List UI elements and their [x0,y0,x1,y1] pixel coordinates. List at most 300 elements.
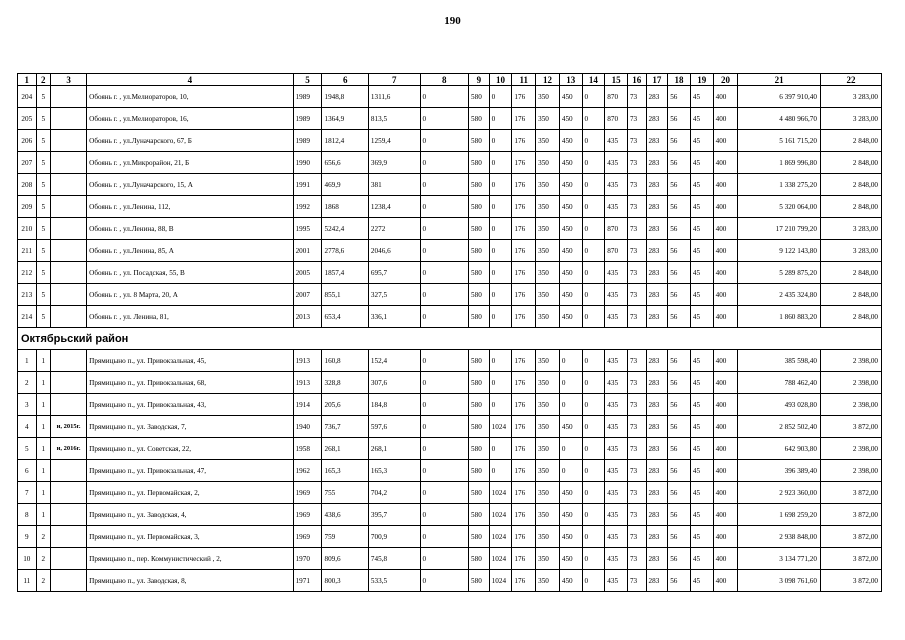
table-cell: 283 [646,108,668,130]
table-cell: 1259,4 [368,130,420,152]
table-cell: 1 338 275,20 [738,174,821,196]
table-cell: 5 [36,174,50,196]
table-cell: 1311,6 [368,86,420,108]
table-cell: 73 [627,372,646,394]
table-cell: 45 [690,218,713,240]
table-cell: 0 [420,504,469,526]
table-cell [51,196,87,218]
table-cell: 5 [36,130,50,152]
table-cell: 0 [582,416,605,438]
table-cell: 0 [582,174,605,196]
table-cell: Прямицыно п., ул. Первомайская, 2, [87,482,293,504]
table-cell: 400 [713,526,738,548]
table-cell: 1913 [293,372,322,394]
table-cell: 385 598,40 [738,350,821,372]
table-cell: 580 [469,86,490,108]
table-cell: 3 872,00 [820,482,881,504]
table-body [18,86,882,592]
column-header: 11 [512,74,536,86]
table-cell: 283 [646,526,668,548]
table-cell: 580 [469,240,490,262]
table-cell: 73 [627,460,646,482]
table-cell: 283 [646,482,668,504]
table-cell: 369,9 [368,152,420,174]
table-cell: 0 [420,416,469,438]
table-cell: 56 [668,174,691,196]
table-cell: 56 [668,548,691,570]
table-cell: 0 [489,284,512,306]
table-cell: 3 872,00 [820,416,881,438]
table-cell: Прямицыно п., ул. Советская, 22, [87,438,293,460]
table-cell: 209 [18,196,37,218]
table-cell: 350 [536,284,560,306]
table-row [18,218,882,240]
table-cell: 45 [690,416,713,438]
table-cell: 3 283,00 [820,108,881,130]
table-cell: 45 [690,438,713,460]
table-cell: 400 [713,108,738,130]
table-cell: 45 [690,526,713,548]
table-cell: 73 [627,504,646,526]
table-cell: 283 [646,460,668,482]
table-cell: 73 [627,438,646,460]
table-cell: 0 [489,262,512,284]
table-cell: 0 [420,526,469,548]
table-cell: 580 [469,350,490,372]
table-cell [51,218,87,240]
table-cell: 450 [559,416,582,438]
table-cell: 45 [690,262,713,284]
table-cell: Обоянь г. , ул.Мелиораторов, 16, [87,108,293,130]
table-cell: 400 [713,306,738,328]
table-cell: 1971 [293,570,322,592]
table-cell: 1 869 996,80 [738,152,821,174]
table-cell: 580 [469,438,490,460]
table-cell: 580 [469,482,490,504]
table-cell: 0 [489,438,512,460]
table-cell: 2 [36,570,50,592]
table-cell: 450 [559,86,582,108]
table-cell: 0 [420,438,469,460]
table-cell: 350 [536,570,560,592]
table-cell: 400 [713,394,738,416]
table-cell: 3 283,00 [820,240,881,262]
table-cell: 176 [512,526,536,548]
table-cell: 2 [36,526,50,548]
table-cell: 283 [646,174,668,196]
table-cell: 653,4 [322,306,368,328]
table-cell: 1 [36,350,50,372]
table-cell: 5 [36,108,50,130]
table-cell: 45 [690,482,713,504]
column-header: 3 [51,74,87,86]
table-cell: 2013 [293,306,322,328]
table-cell [51,262,87,284]
table-cell: 435 [605,306,628,328]
table-cell: 268,1 [322,438,368,460]
table-cell: 45 [690,372,713,394]
table-cell: 5 [36,240,50,262]
table-cell: 1991 [293,174,322,196]
table-cell: 1024 [489,504,512,526]
table-cell: 283 [646,306,668,328]
table-cell: 2 398,00 [820,438,881,460]
table-cell: 2 848,00 [820,130,881,152]
table-cell: Прямицыно п., ул. Привокзальная, 43, [87,394,293,416]
table-cell: 176 [512,570,536,592]
table-cell: 9 122 143,80 [738,240,821,262]
table-cell: 283 [646,284,668,306]
table-cell: 435 [605,262,628,284]
table-cell: 435 [605,130,628,152]
table-cell: 0 [559,372,582,394]
table-cell: 580 [469,460,490,482]
column-header: 1 [18,74,37,86]
table-cell: 176 [512,240,536,262]
table-cell: 580 [469,130,490,152]
table-cell: 350 [536,152,560,174]
table-cell: 45 [690,460,713,482]
table-cell: 395,7 [368,504,420,526]
table-row [18,504,882,526]
column-header: 6 [322,74,368,86]
table-cell: 73 [627,394,646,416]
table-cell: 350 [536,526,560,548]
table-cell: 205 [18,108,37,130]
table-cell: 0 [582,482,605,504]
table-cell: 73 [627,218,646,240]
page-number: 190 [444,15,461,27]
table-cell: 212 [18,262,37,284]
table-cell: 469,9 [322,174,368,196]
table-cell: 176 [512,284,536,306]
table-cell: 0 [582,218,605,240]
table-cell: 56 [668,350,691,372]
table-cell: 580 [469,372,490,394]
table-cell: 184,8 [368,394,420,416]
table-cell: 56 [668,372,691,394]
table-row [18,196,882,218]
table-cell: 0 [582,504,605,526]
table-cell: 870 [605,240,628,262]
table-cell: и, 2016г. [51,438,87,460]
table-cell: 3 [18,394,37,416]
table-cell: 176 [512,394,536,416]
table-cell: 0 [582,570,605,592]
column-header: 5 [293,74,322,86]
table-cell: 1992 [293,196,322,218]
table-cell: 0 [420,350,469,372]
table-cell: 400 [713,86,738,108]
table-cell: 350 [536,240,560,262]
table-cell: 73 [627,306,646,328]
table-cell: 800,3 [322,570,368,592]
table-cell: 0 [489,196,512,218]
table-cell: 176 [512,482,536,504]
table-cell: 2005 [293,262,322,284]
table-row [18,460,882,482]
table-cell: 2 [36,548,50,570]
table-cell: 400 [713,152,738,174]
table-cell: 56 [668,504,691,526]
table-cell: 1 [36,372,50,394]
table-cell: 283 [646,570,668,592]
table-cell: Обоянь г. , ул. Ленина, 81, [87,306,293,328]
section-title: Октябрьский район [18,328,882,350]
table-cell: 45 [690,548,713,570]
table-cell: Прямицыно п., ул. Заводская, 8, [87,570,293,592]
table-cell: 1958 [293,438,322,460]
table-cell: 176 [512,196,536,218]
table-cell: 176 [512,504,536,526]
table-cell: 176 [512,262,536,284]
table-cell: 56 [668,130,691,152]
table-cell: Прямицыно п., ул. Заводская, 4, [87,504,293,526]
table-cell: 580 [469,262,490,284]
table-cell: 206 [18,130,37,152]
table-cell: 3 283,00 [820,86,881,108]
table-cell: 0 [420,284,469,306]
table-cell: 73 [627,526,646,548]
table-cell: 176 [512,218,536,240]
table-cell: 0 [559,350,582,372]
table-cell: 56 [668,284,691,306]
table-cell: 400 [713,262,738,284]
table-row [18,570,882,592]
table-cell: 1969 [293,504,322,526]
table-cell: 450 [559,108,582,130]
table-cell: 580 [469,108,490,130]
table-cell: Прямицыно п., ул. Привокзальная, 45, [87,350,293,372]
table-cell: 435 [605,548,628,570]
table-cell: 400 [713,438,738,460]
table-cell: 0 [420,372,469,394]
table-cell: 350 [536,394,560,416]
table-cell: 5 [36,152,50,174]
column-header: 17 [646,74,668,86]
table-cell: 400 [713,350,738,372]
table-cell: 2 398,00 [820,394,881,416]
table-cell: 5 [36,306,50,328]
table-cell: 0 [582,306,605,328]
table-cell: 1 [36,416,50,438]
table-cell: 450 [559,284,582,306]
table-cell: 0 [489,218,512,240]
table-cell [51,108,87,130]
table-cell: 2778,6 [322,240,368,262]
table-cell: 813,5 [368,108,420,130]
table-cell: 580 [469,416,490,438]
table-cell: 9 [18,526,37,548]
table-cell [51,504,87,526]
table-cell: 1 [18,350,37,372]
table-cell: 580 [469,526,490,548]
table-cell: 1989 [293,86,322,108]
table-cell [51,526,87,548]
table-cell: 56 [668,152,691,174]
table-cell: 736,7 [322,416,368,438]
table-cell: 45 [690,240,713,262]
column-header: 22 [820,74,881,86]
table-cell: 435 [605,570,628,592]
table-cell: 450 [559,482,582,504]
table-cell: 4 480 966,70 [738,108,821,130]
table-cell: 400 [713,240,738,262]
table-cell: 45 [690,570,713,592]
table-cell: 1024 [489,570,512,592]
table-cell: 283 [646,130,668,152]
table-cell: 0 [420,108,469,130]
table-cell: 2007 [293,284,322,306]
table-cell: 0 [582,350,605,372]
table-cell: 0 [559,438,582,460]
table-cell: 2 923 360,00 [738,482,821,504]
table-cell: 1 [36,482,50,504]
table-cell: 450 [559,570,582,592]
table-cell: 755 [322,482,368,504]
column-header: 15 [605,74,628,86]
table-cell: 283 [646,196,668,218]
table-cell: 870 [605,108,628,130]
table-cell: 0 [582,284,605,306]
table-cell: 350 [536,482,560,504]
table-cell: 580 [469,196,490,218]
table-cell: 7 [18,482,37,504]
table-cell: 283 [646,438,668,460]
table-cell: 0 [489,130,512,152]
table-row [18,108,882,130]
table-row [18,152,882,174]
table-cell [51,570,87,592]
table-cell: 6 397 910,40 [738,86,821,108]
table-cell: 0 [489,306,512,328]
table-cell: 435 [605,372,628,394]
table-cell: 350 [536,372,560,394]
column-header: 19 [690,74,713,86]
table-cell: 1989 [293,108,322,130]
table-cell: 350 [536,86,560,108]
table-row [18,240,882,262]
table-cell: 2 [18,372,37,394]
table-cell: 5 289 875,20 [738,262,821,284]
table-row [18,174,882,196]
table-cell: 0 [582,108,605,130]
table-cell: 73 [627,570,646,592]
table-cell: 597,6 [368,416,420,438]
table-cell: 0 [489,460,512,482]
table-cell: 1 [36,504,50,526]
table-cell: 3 283,00 [820,218,881,240]
table-cell [51,350,87,372]
table-row [18,416,882,438]
table-cell: 307,6 [368,372,420,394]
table-cell [51,130,87,152]
table-cell: 73 [627,482,646,504]
table-cell: Обоянь г. , ул.Луначарского, 15, А [87,174,293,196]
table-row [18,130,882,152]
table-cell: 283 [646,152,668,174]
table-cell: 73 [627,284,646,306]
table-cell [51,306,87,328]
table-cell: 56 [668,394,691,416]
table-cell: 1948,8 [322,86,368,108]
table-cell: 350 [536,174,560,196]
table-cell: 450 [559,240,582,262]
table-cell: 450 [559,174,582,196]
table-cell: 1238,4 [368,196,420,218]
table-cell: 350 [536,306,560,328]
table-cell: 165,3 [322,460,368,482]
table-cell: 1970 [293,548,322,570]
table-cell: 642 903,80 [738,438,821,460]
table-cell: 580 [469,548,490,570]
column-header: 18 [668,74,691,86]
table-cell: 1 698 259,20 [738,504,821,526]
table-cell: 152,4 [368,350,420,372]
table-cell: Обоянь г. , ул.Ленина, 112, [87,196,293,218]
table-cell [51,482,87,504]
table-cell: 3 872,00 [820,504,881,526]
column-header: 7 [368,74,420,86]
table-cell: 788 462,40 [738,372,821,394]
table-cell: 56 [668,196,691,218]
table-cell: 1962 [293,460,322,482]
table-row [18,526,882,548]
table-cell: 214 [18,306,37,328]
column-header: 8 [420,74,469,86]
table-cell: 0 [420,306,469,328]
table-cell: 350 [536,130,560,152]
table-row [18,548,882,570]
table-cell: 73 [627,86,646,108]
table-cell: 580 [469,306,490,328]
table-cell [51,394,87,416]
table-cell: 400 [713,372,738,394]
table-cell: 2 848,00 [820,196,881,218]
table-row [18,482,882,504]
table-cell: 283 [646,86,668,108]
table-cell: 1024 [489,548,512,570]
table-cell: 176 [512,152,536,174]
table-cell: 350 [536,218,560,240]
table-cell: 0 [420,570,469,592]
table-cell: 656,6 [322,152,368,174]
table-cell: 870 [605,86,628,108]
column-header: 10 [489,74,512,86]
table-cell: 0 [582,130,605,152]
table-cell: 396 389,40 [738,460,821,482]
table-cell: 580 [469,284,490,306]
table-cell: 283 [646,504,668,526]
table-cell: 0 [420,218,469,240]
table-cell: 435 [605,438,628,460]
table-cell [51,86,87,108]
table-cell [51,548,87,570]
table-cell: Обоянь г. , ул.Микрорайон, 21, Б [87,152,293,174]
table-cell: 56 [668,218,691,240]
table-cell: 73 [627,196,646,218]
column-header: 20 [713,74,738,86]
table-cell: 5 [18,438,37,460]
table-cell: 73 [627,262,646,284]
table-cell: 0 [420,460,469,482]
table-cell: 0 [420,482,469,504]
table-cell: 435 [605,350,628,372]
table-cell: 8 [18,504,37,526]
table-cell: 435 [605,460,628,482]
table-cell [51,284,87,306]
table-cell: 176 [512,416,536,438]
